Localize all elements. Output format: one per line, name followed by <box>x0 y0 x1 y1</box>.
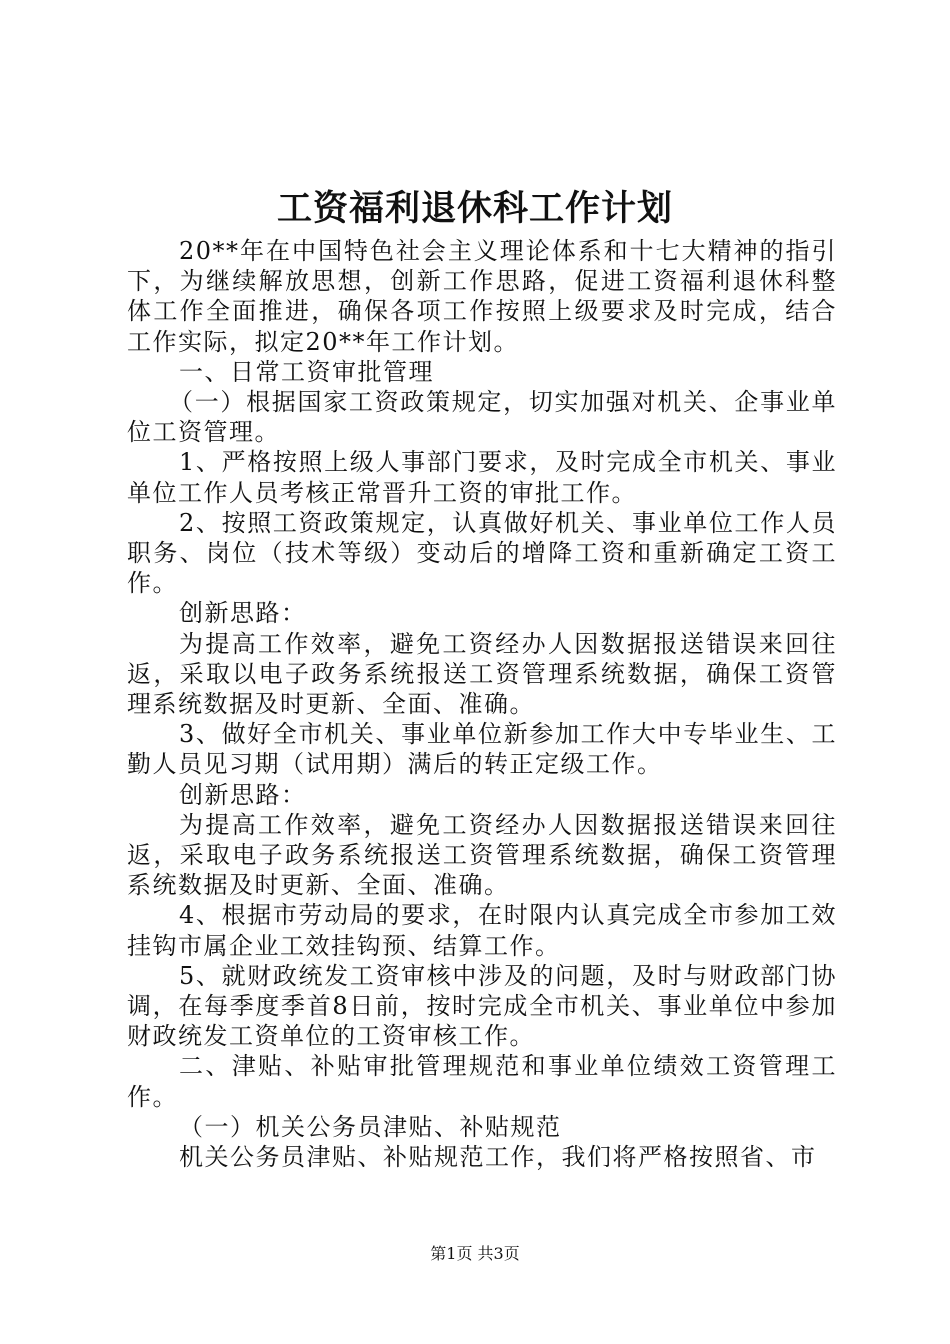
innovation-label-2: 创新思路： <box>179 780 307 809</box>
item-3-paragraph: 3、做好全市机关、事业单位新参加工作大中专毕业生、工勤人员见习期（试用期）满后的转正定级工作。 <box>127 720 837 779</box>
subsection-2-paragraph: 机关公务员津贴、补贴规范工作，我们将严格按照省、市 <box>179 1143 817 1172</box>
subsection-heading-2: （一）机关公务员津贴、补贴规范 <box>179 1112 562 1141</box>
subsection-heading-1: （一）根据国家工资政策规定，切实加强对机关、企事业单位工资管理。 <box>127 388 837 447</box>
document-title: 工资福利退休科工作计划 <box>276 188 673 229</box>
item-2-paragraph: 2、按照工资政策规定，认真做好机关、事业单位工作人员职务、岗位（技术等级）变动后的增降工资和重新确定工资工作。 <box>127 508 837 598</box>
section-heading-2: 二、津贴、补贴审批管理规范和事业单位绩效工资管理工作。 <box>127 1052 837 1111</box>
item-1-paragraph: 1、严格按照上级人事部门要求，及时完成全市机关、事业单位工作人员考核正常晋升工资的审批工作。 <box>127 448 837 507</box>
innovation-label-1: 创新思路： <box>179 599 307 628</box>
innovation-paragraph-2: 为提高工作效率，避免工资经办人因数据报送错误来回往返，采取电子政务系统报送工资管理系统数据，确保工资管理系统数据及时更新、全面、准确。 <box>127 810 837 900</box>
page-footer: 第1页 共3页 <box>430 1244 520 1263</box>
innovation-paragraph-1: 为提高工作效率，避免工资经办人因数据报送错误来回往返，采取以电子政务系统报送工资管理系统数据，确保工资管理系统数据及时更新、全面、准确。 <box>127 629 837 719</box>
item-5-paragraph: 5、就财政统发工资审核中涉及的问题，及时与财政部门协调，在每季度季首8日前，按时完成全市机关、事业单位中参加财政统发工资单位的工资审核工作。 <box>127 961 837 1051</box>
intro-paragraph: 20**年在中国特色社会主义理论体系和十七大精神的指引下，为继续解放思想，创新工作思路，促进工资福利退休科整体工作全面推进，确保各项工作按照上级要求及时完成，结合工作实际，拟定20**年工作计划。 <box>127 237 837 356</box>
document-body <box>127 236 837 1172</box>
section-heading-1: 一、日常工资审批管理 <box>179 357 434 386</box>
item-4-paragraph: 4、根据市劳动局的要求，在时限内认真完成全市参加工效挂钩市属企业工效挂钩预、结算工作。 <box>127 901 837 960</box>
